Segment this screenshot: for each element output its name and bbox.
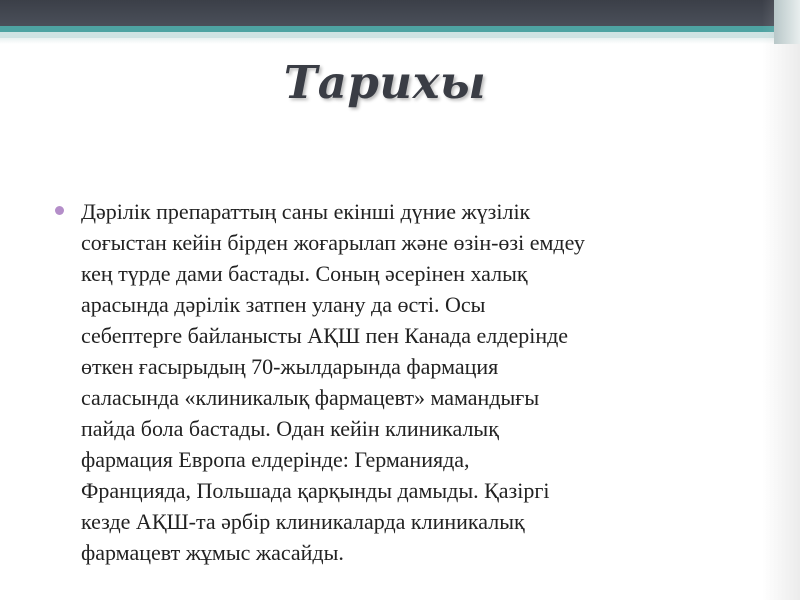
bullet-line: фармация Европа елдерінде: Германияда, [81,447,470,472]
bullet-item [55,196,755,568]
bullet-line: себептерге байланысты АҚШ пен Канада елдерінде [81,323,569,348]
right-corner-cap [774,0,800,44]
bullet-dot-icon [55,206,64,215]
bullet-line: Францияда, Польшада қарқынды дамыды. Қазіргі [81,478,550,503]
bullet-line: кең түрде дами бастады. Соның әсерінен халық [81,261,528,286]
slide-content [55,196,755,568]
bullet-line: соғыстан кейін бірден жоғарылап және өзін-өзі емдеу [81,230,585,255]
slide-title: Тарихы [283,56,487,109]
bullet-line: пайда бола бастады. Одан кейін клиникалық [81,416,499,441]
bullet-line: Дәрілік препараттың саны екінші дүние жүзілік [81,199,531,224]
bullet-line: фармацевт жұмыс жасайды. [81,540,344,565]
bullet-line: саласында «клиникалық фармацевт» мамандығы [81,385,540,410]
bullet-line: кезде АҚШ-та әрбір клиникаларда клиникалық [81,509,525,534]
header-band-dark [0,0,800,26]
bullet-line: арасында дәрілік затпен улану да өсті. Осы [81,292,486,317]
bullet-text [81,196,755,568]
header-band-fade [0,38,800,44]
bullet-line: өткен ғасырыдың 70-жылдарында фармация [81,354,499,379]
